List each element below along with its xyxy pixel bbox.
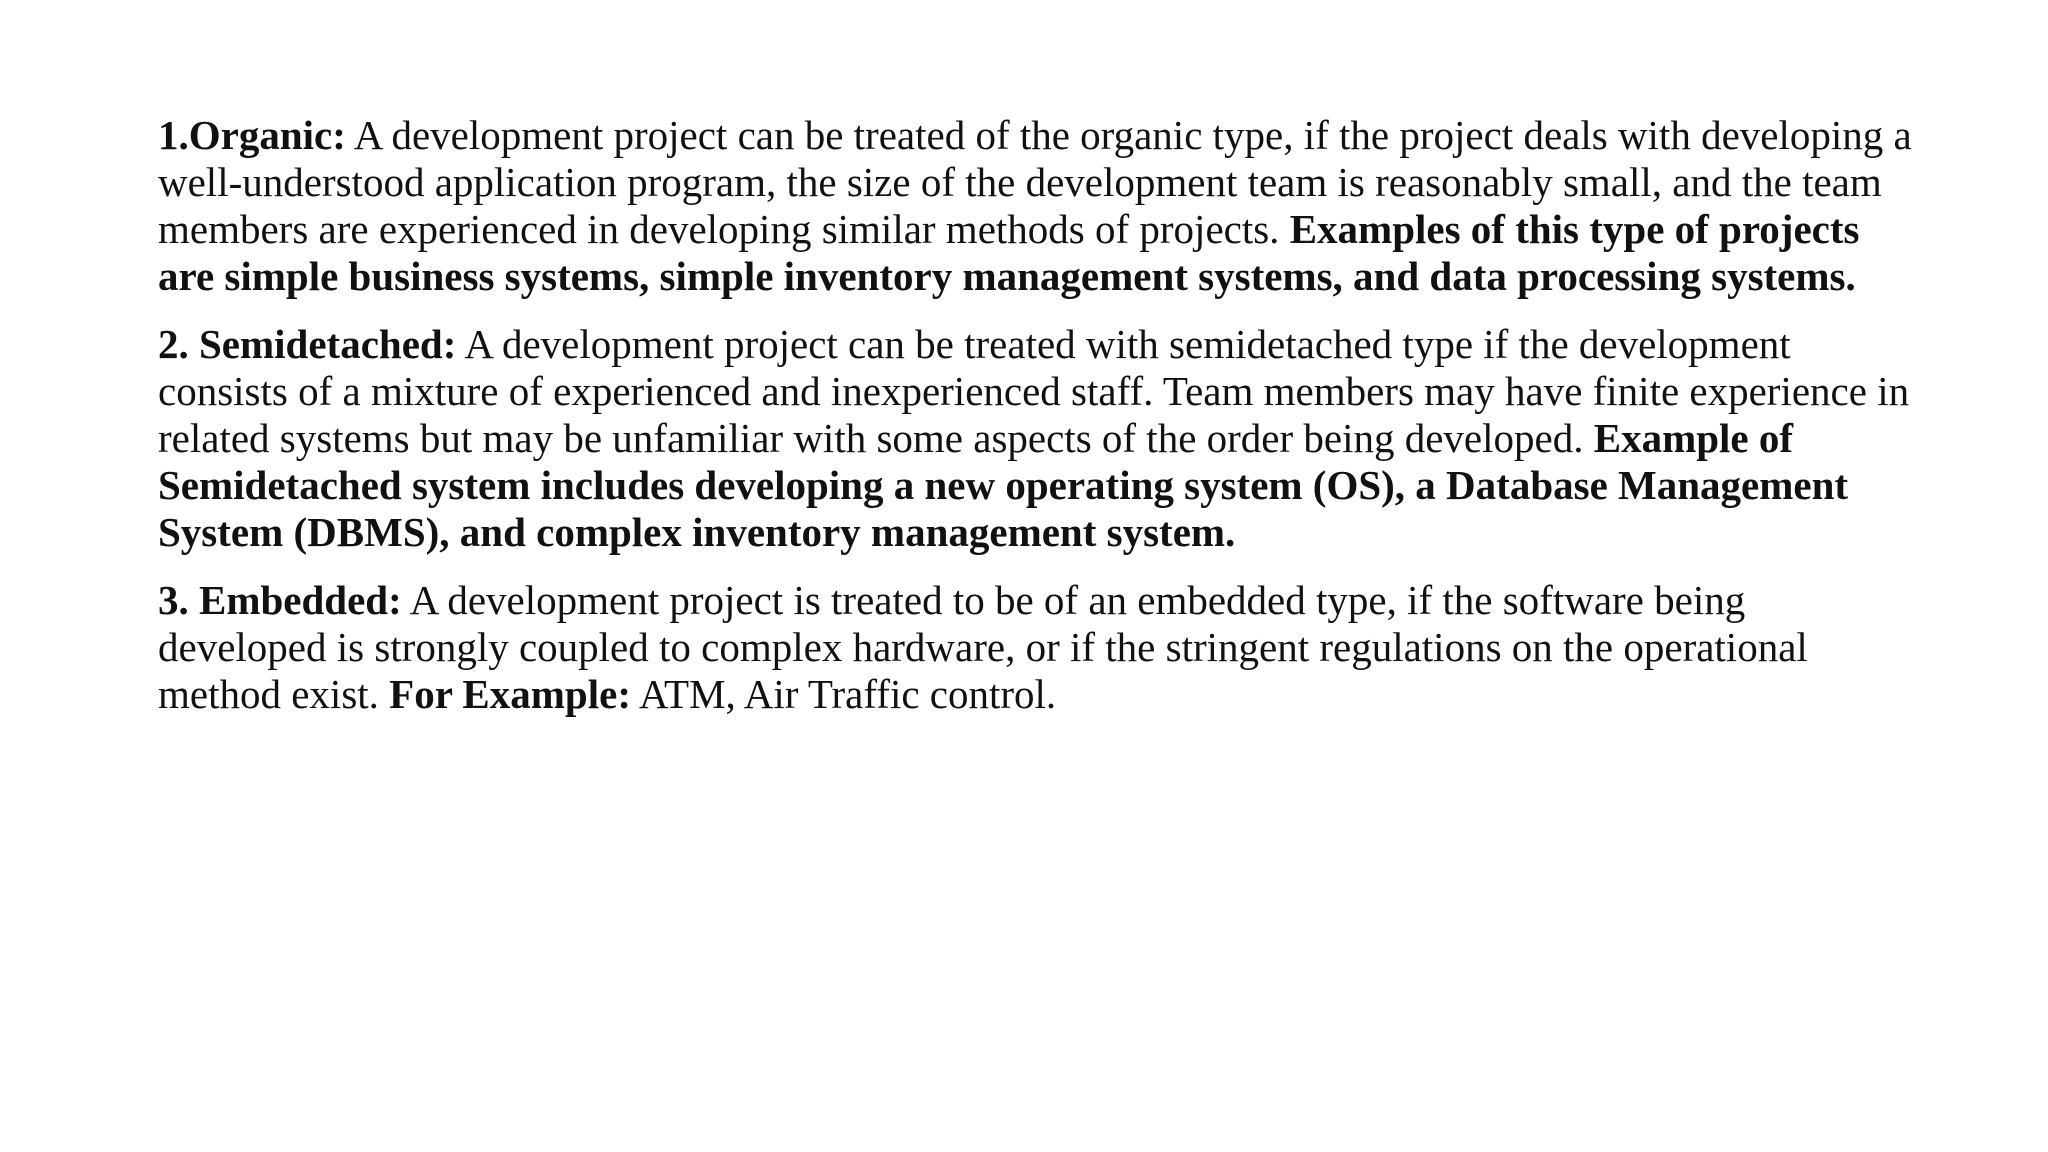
embedded-example-label: For Example: <box>389 671 631 717</box>
organic-description: A development project can be treated of the organic type, if the project deals with developing a well-understood application program, the size of the development team is reasonably small, and the team members are experienced in developing similar methods of projects. <box>158 112 1912 252</box>
paragraph-organic <box>158 112 1918 300</box>
paragraph-embedded <box>158 577 1918 718</box>
embedded-example-text: ATM, Air Traffic control. <box>630 671 1057 717</box>
organic-examples: Examples of this type of projects are simple business systems, simple inventory management systems, and data processing systems. <box>158 206 1860 299</box>
semidetached-examples: Example of Semidetached system includes developing a new operating system (OS), a Database Management System (DBMS), and complex inventory management system. <box>158 415 1849 555</box>
embedded-description: A development project is treated to be of an embedded type, if the software being developed is strongly coupled to complex hardware, or if the stringent regulations on the operational method exist. <box>158 577 1808 717</box>
semidetached-description: A development project can be treated with semidetached type if the development consists of a mixture of experienced and inexperienced staff. Team members may have finite experience in related systems but may be unfamiliar with some aspects of the order being developed. <box>158 321 1910 461</box>
organic-heading: 1.Organic: <box>158 112 346 158</box>
content-body <box>158 112 1918 739</box>
embedded-heading: 3. Embedded: <box>158 577 402 623</box>
paragraph-semidetached <box>158 321 1918 556</box>
semidetached-heading: 2. Semidetached: <box>158 321 457 367</box>
